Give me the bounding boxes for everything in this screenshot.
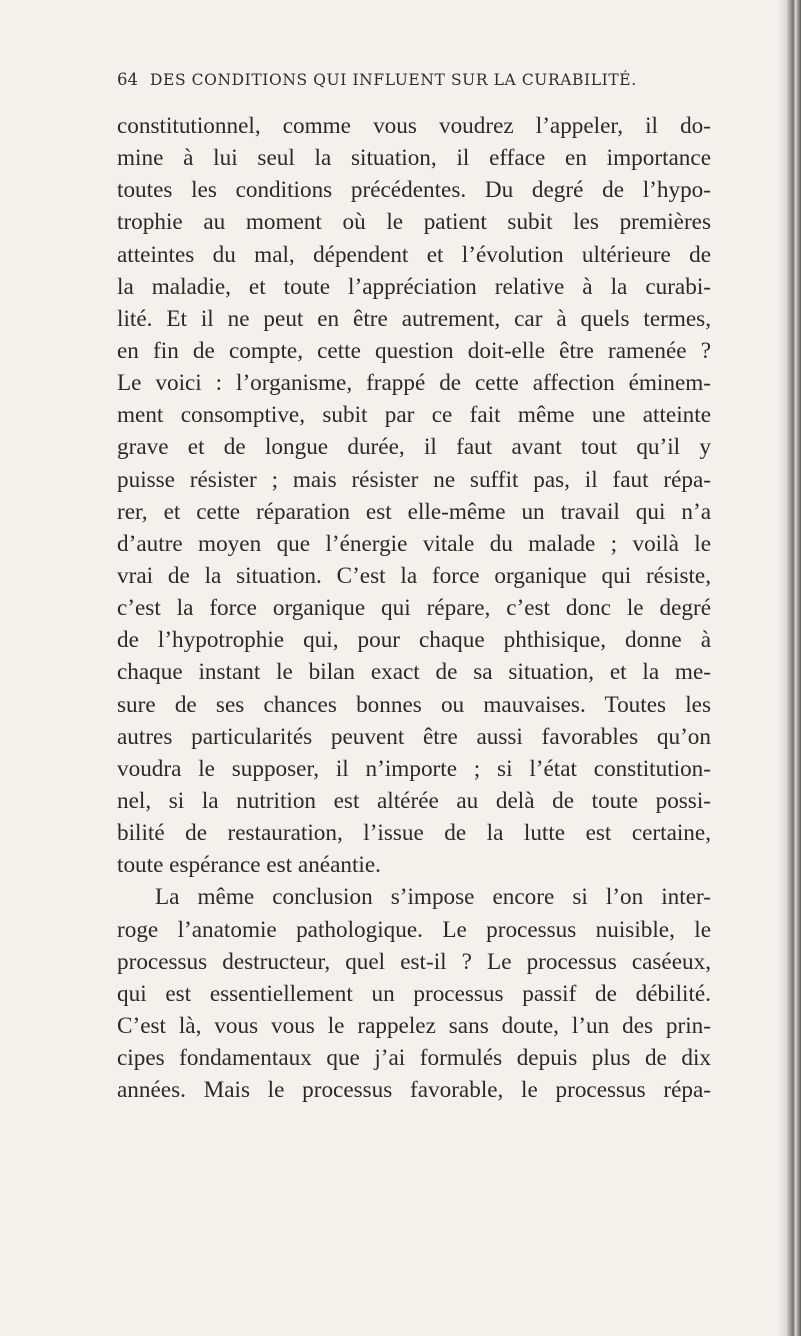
text-line: cipes fondamentaux que j’ai formulés depuis plus de dix	[117, 1045, 711, 1072]
text-line: ment consomptive, subit par ce fait même une atteinte	[117, 402, 711, 429]
text-line: voudra le supposer, il n’importe ; si l’état constitution-	[117, 755, 711, 782]
text-line: Le voici : l’organisme, frappé de cette affection éminem-	[117, 370, 711, 397]
text-line: roge l’anatomie pathologique. Le processus nuisible, le	[117, 916, 711, 943]
body-text	[117, 110, 711, 1106]
text-line: d’autre moyen que l’énergie vitale du malade ; voilà le	[117, 530, 711, 557]
text-line: en fin de compte, cette question doit-elle être ramenée ?	[117, 337, 711, 364]
text-line: La même conclusion s’impose encore si l’on inter-	[155, 884, 711, 911]
page-edge	[787, 0, 801, 1336]
text-line: lité. Et il ne peut en être autrement, car à quels termes,	[117, 305, 711, 332]
text-line: atteintes du mal, dépendent et l’évolution ultérieure de	[117, 241, 711, 268]
running-head	[117, 70, 677, 94]
page-number: 64	[117, 70, 138, 89]
text-line: années. Mais le processus favorable, le processus répa-	[117, 1077, 711, 1104]
text-line: de l’hypotrophie qui, pour chaque phthisique, donne à	[117, 627, 711, 654]
text-line: c’est la force organique qui répare, c’est donc le degré	[117, 595, 711, 622]
text-line: vrai de la situation. C’est la force organique qui résiste,	[117, 562, 711, 589]
text-line: bilité de restauration, l’issue de la lutte est certaine,	[117, 820, 711, 847]
running-title: DES CONDITIONS QUI INFLUENT SUR LA CURABILITÉ.	[150, 71, 637, 89]
text-line: grave et de longue durée, il faut avant tout qu’il y	[117, 434, 711, 461]
text-line: trophie au moment où le patient subit les premières	[117, 209, 711, 236]
text-line: nel, si la nutrition est altérée au delà de toute possi-	[117, 787, 711, 814]
text-line: autres particularités peuvent être aussi favorables qu’on	[117, 723, 711, 750]
text-line: toute espérance est anéantie.	[117, 852, 381, 879]
text-line: puisse résister ; mais résister ne suffit pas, il faut répa-	[117, 466, 711, 493]
text-line: constitutionnel, comme vous voudrez l’appeler, il do-	[117, 113, 711, 139]
text-line: mine à lui seul la situation, il efface en importance	[117, 145, 711, 172]
text-line: processus destructeur, quel est-il ? Le processus caséeux,	[117, 948, 711, 975]
text-line: rer, et cette réparation est elle-même un travail qui n’a	[117, 498, 711, 525]
page-gutter-shadow	[777, 0, 787, 1336]
text-line: qui est essentiellement un processus passif de débilité.	[117, 980, 711, 1007]
text-line: chaque instant le bilan exact de sa situation, et la me-	[117, 659, 711, 686]
text-line: C’est là, vous vous le rappelez sans doute, l’un des prin-	[117, 1012, 711, 1039]
text-line: sure de ses chances bonnes ou mauvaises. Toutes les	[117, 691, 711, 718]
text-line: la maladie, et toute l’appréciation relative à la curabi-	[117, 273, 711, 300]
text-line: toutes les conditions précédentes. Du degré de l’hypo-	[117, 177, 711, 204]
